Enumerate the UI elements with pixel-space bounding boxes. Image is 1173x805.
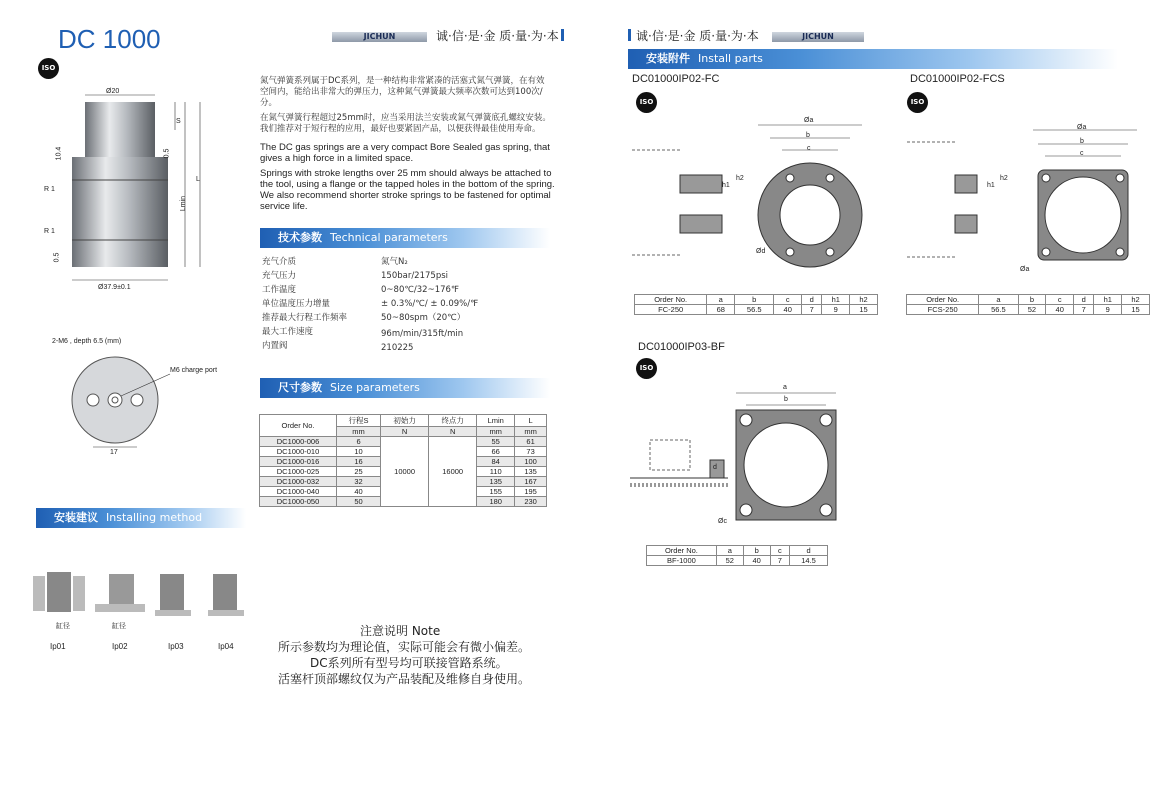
cell-lmin: 135 <box>477 477 515 487</box>
note-line-3: 活塞杆顶部螺纹仅为产品装配及维修自身使用。 <box>278 672 531 686</box>
dim-d37: Ø37.9±0.1 <box>98 284 131 291</box>
cell: 7 <box>770 556 790 566</box>
tech-val: ± 0.3%/℃/ ± 0.09%/℉ <box>381 299 479 309</box>
unit: N <box>381 427 429 437</box>
iso-badge-fc: ISO <box>636 92 657 113</box>
cell-lmin: 55 <box>477 437 515 447</box>
cylinder-drawing <box>40 80 220 300</box>
install-label-ip03: Ip03 <box>168 642 184 651</box>
intro-cn-2: 在氮气弹簧行程超过25mm时，应当采用法兰安装或氮气弹簧底孔螺纹安装。我们推荐对于短行程的应用，最好也要紧固产品，以便获得最佳使用寿命。 <box>260 113 551 134</box>
tech-header <box>260 228 550 248</box>
cell-order: DC1000-006 <box>260 437 337 447</box>
note-line-1: 所示参数均为理论值，实际可能会有微小偏差。 <box>278 640 531 654</box>
parts-header <box>628 49 1118 69</box>
dim-0-5b: 0.5 <box>53 252 61 263</box>
bf-drawing <box>628 385 848 535</box>
cell-order: DC1000-040 <box>260 487 337 497</box>
size-header-cn: 尺寸参数 <box>278 381 322 394</box>
page-title: DC 1000 <box>58 24 161 54</box>
cell: 15 <box>850 305 878 315</box>
tech-val: 96m/min/315ft/min <box>381 329 464 339</box>
cell: 56.5 <box>979 305 1018 315</box>
dim-s: S <box>176 118 181 125</box>
unit: mm <box>477 427 515 437</box>
bf-title: DC01000IP03-BF <box>638 341 725 353</box>
fcs-dim-a: Øa <box>1077 124 1087 131</box>
fc-dim-b: b <box>806 132 810 139</box>
col-initial: 初始力 <box>381 415 429 427</box>
col: c <box>774 295 802 305</box>
note-title: 注意说明 Note <box>360 624 441 638</box>
cell: 52 <box>716 556 743 566</box>
install-dim-2: 缸径 <box>112 623 126 630</box>
table-row <box>647 556 828 566</box>
note-line-2: DC系列所有型号均可联接管路系统。 <box>310 656 508 670</box>
iso-badge-bf: ISO <box>636 358 657 379</box>
fc-dim-a: Øa <box>804 117 814 124</box>
cell-stroke: 25 <box>337 467 381 477</box>
cell-order: DC1000-025 <box>260 467 337 477</box>
bf-dim-c: Øc <box>718 518 727 525</box>
table-row <box>907 305 1150 315</box>
tech-val: 50~80spm（20℃） <box>381 313 466 323</box>
col: Order No. <box>907 295 979 305</box>
table-row <box>260 437 547 447</box>
fcs-dim-a2: Øa <box>1020 266 1030 273</box>
fcs-dim-b: b <box>1080 138 1084 145</box>
cell-l: 167 <box>515 477 547 487</box>
cell-lmin: 84 <box>477 457 515 467</box>
dim-10-4: 10.4 <box>55 146 63 161</box>
cell: 56.5 <box>735 305 774 315</box>
dim-17: 17 <box>110 449 118 456</box>
fc-drawing <box>630 120 870 290</box>
col: b <box>743 546 770 556</box>
tech-key: 充气压力 <box>262 271 297 281</box>
col: a <box>707 295 735 305</box>
col: c <box>1046 295 1074 305</box>
fc-dim-c: c <box>807 145 811 152</box>
size-header <box>260 378 550 398</box>
dim-lmin: Lmin <box>180 195 188 212</box>
cell-order: DC1000-010 <box>260 447 337 457</box>
tech-val: 氮气N₂ <box>381 257 408 267</box>
cell: 9 <box>1094 305 1122 315</box>
cell: 7 <box>1074 305 1094 315</box>
dim-d20: Ø20 <box>106 88 120 95</box>
cell-l: 100 <box>515 457 547 467</box>
install-dim-1: 缸径 <box>56 623 70 630</box>
cell-order: DC1000-016 <box>260 457 337 467</box>
cell-l: 135 <box>515 467 547 477</box>
col: a <box>716 546 743 556</box>
install-label-ip04: Ip04 <box>218 642 234 651</box>
fc-dim-h1: h1 <box>722 182 730 189</box>
cell: 7 <box>802 305 822 315</box>
cell-lmin: 180 <box>477 497 515 507</box>
slogan-left: 诚·信·是·金 质·量·为·本 <box>436 29 559 43</box>
fcs-title: DC01000IP02-FCS <box>910 73 1005 85</box>
col: d <box>1074 295 1094 305</box>
cell-lmin: 110 <box>477 467 515 477</box>
tech-key: 充气介质 <box>262 257 297 267</box>
unit: mm <box>515 427 547 437</box>
tech-val: 0~80℃/32~176℉ <box>381 285 460 295</box>
size-table <box>259 414 547 507</box>
tech-header-en: Technical parameters <box>330 231 448 244</box>
slogan-right: 诚·信·是·金 质·量·为·本 <box>636 29 759 43</box>
parts-header-en: Install parts <box>698 52 763 65</box>
col: Order No. <box>647 546 717 556</box>
slogan-divider-right <box>628 29 631 41</box>
brand-logo-right: JICHUN <box>772 32 864 42</box>
col-end: 终点力 <box>429 415 477 427</box>
fcs-table <box>906 294 1150 315</box>
fc-title: DC01000IP02-FC <box>632 73 720 85</box>
col: b <box>1018 295 1046 305</box>
dim-0-5: 0.5 <box>163 148 171 159</box>
cell: BF-1000 <box>647 556 717 566</box>
charge-port-label: M6 charge port <box>170 367 218 374</box>
unit: mm <box>337 427 381 437</box>
intro-en-1: The DC gas springs are a very compact Bore Sealed gas spring, that gives a high force in a limited space. <box>260 142 550 164</box>
col: d <box>790 546 828 556</box>
fcs-dim-c: c <box>1080 150 1084 157</box>
col-lmin: Lmin <box>477 415 515 427</box>
cell: 40 <box>743 556 770 566</box>
install-header-cn: 安装建议 <box>54 511 98 524</box>
cell-lmin: 155 <box>477 487 515 497</box>
cell-l: 230 <box>515 497 547 507</box>
cell-stroke: 40 <box>337 487 381 497</box>
cell: 15 <box>1122 305 1150 315</box>
install-header <box>36 508 246 528</box>
cell-l: 73 <box>515 447 547 457</box>
tech-key: 最大工作速度 <box>262 327 314 337</box>
bf-dim-a: a <box>783 384 787 391</box>
dim-r1a: R 1 <box>44 186 55 193</box>
col: d <box>802 295 822 305</box>
cell: 14.5 <box>790 556 828 566</box>
cell-lmin: 66 <box>477 447 515 457</box>
cell: 40 <box>774 305 802 315</box>
fc-dim-d: Ød <box>756 248 766 255</box>
m6-depth-label: 2-M6 , depth 6.5 (mm) <box>52 338 122 345</box>
bf-dim-d: d <box>713 464 717 471</box>
bf-dim-b: b <box>784 396 788 403</box>
brand-logo: JICHUN <box>332 32 427 42</box>
cell-stroke: 32 <box>337 477 381 487</box>
col: a <box>979 295 1018 305</box>
tech-key: 工作温度 <box>262 285 297 295</box>
table-row <box>635 305 878 315</box>
tech-header-cn: 技术参数 <box>278 231 322 244</box>
cell-stroke: 50 <box>337 497 381 507</box>
fcs-drawing <box>905 122 1145 282</box>
cell-order: DC1000-032 <box>260 477 337 487</box>
install-method-drawings <box>33 566 248 626</box>
cell-initial: 10000 <box>381 437 429 507</box>
iso-badge-fcs: ISO <box>907 92 928 113</box>
col: h2 <box>850 295 878 305</box>
col: h2 <box>1122 295 1150 305</box>
tech-val: 150bar/2175psi <box>381 271 449 281</box>
col-l: L <box>515 415 547 427</box>
col: Order No. <box>635 295 707 305</box>
fcs-dim-h2: h2 <box>1000 175 1008 182</box>
dim-l: L <box>196 176 200 183</box>
dim-r1b: R 1 <box>44 228 55 235</box>
tech-key: 推荐最大行程工作频率 <box>262 313 348 323</box>
tech-key: 内置阀 <box>262 341 288 351</box>
cell-order: DC1000-050 <box>260 497 337 507</box>
col-stroke: 行程S <box>337 415 381 427</box>
size-header-en: Size parameters <box>330 381 420 394</box>
cell: FCS-250 <box>907 305 979 315</box>
intro-cn-1: 氮气弹簧系列属于DC系列，是一种结构非常紧凑的活塞式氮气弹簧，在有效空间内，能给出非常大的弹压力，这种氮气弹簧最大频率次数可达到100次/分。 <box>260 76 545 108</box>
install-header-en: Installing method <box>106 511 203 524</box>
col-order: Order No. <box>260 415 337 437</box>
cell-stroke: 6 <box>337 437 381 447</box>
cell: FC-250 <box>635 305 707 315</box>
fc-dim-h2: h2 <box>736 175 744 182</box>
cell: 9 <box>822 305 850 315</box>
intro-en-2: Springs with stroke lengths over 25 mm should always be attached to the tool, using a flange or the tapped holes in the bottom of the spring. We also recommend shorter stroke springs to be fastened for optimal service life. <box>260 168 555 212</box>
slogan-divider <box>561 29 564 41</box>
parts-header-cn: 安装附件 <box>646 52 690 65</box>
install-label-ip02: Ip02 <box>112 642 128 651</box>
tech-val: 210225 <box>381 343 414 353</box>
col: h1 <box>1094 295 1122 305</box>
cell-stroke: 16 <box>337 457 381 467</box>
bf-table <box>646 545 828 566</box>
cell: 68 <box>707 305 735 315</box>
cell: 52 <box>1018 305 1046 315</box>
top-view-drawing <box>65 352 195 452</box>
iso-badge: ISO <box>38 58 59 79</box>
cell-stroke: 10 <box>337 447 381 457</box>
tech-key: 单位温度压力增量 <box>262 299 331 309</box>
unit: N <box>429 427 477 437</box>
cell: 40 <box>1046 305 1074 315</box>
cell-end: 16000 <box>429 437 477 507</box>
fc-table <box>634 294 878 315</box>
fcs-dim-h1: h1 <box>987 182 995 189</box>
cell-l: 195 <box>515 487 547 497</box>
cell-l: 61 <box>515 437 547 447</box>
col: c <box>770 546 790 556</box>
install-label-ip01: Ip01 <box>50 642 66 651</box>
col: h1 <box>822 295 850 305</box>
col: b <box>735 295 774 305</box>
